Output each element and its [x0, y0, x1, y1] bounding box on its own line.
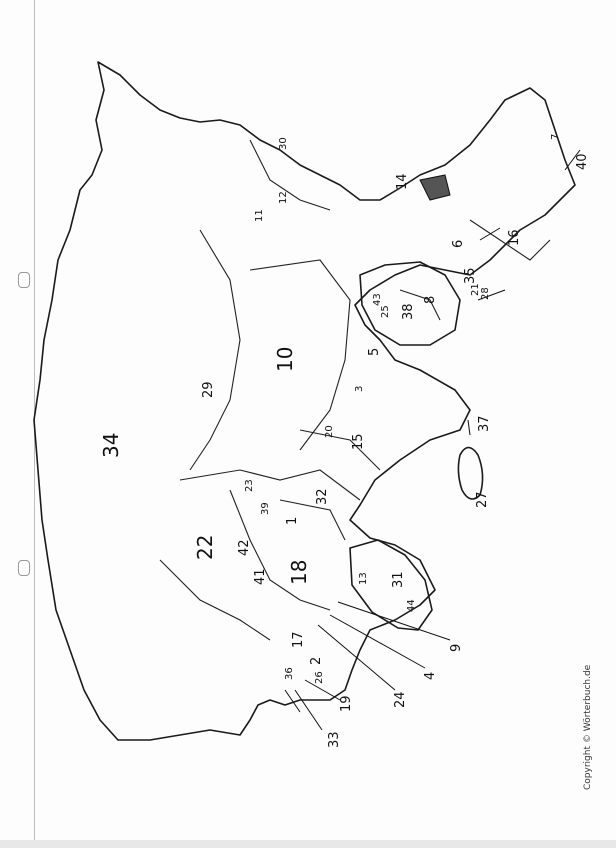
region-label: 1	[285, 516, 300, 525]
country-border	[250, 260, 350, 450]
region-label: 26	[314, 671, 325, 684]
region-label: 44	[406, 599, 417, 612]
region-label: 12	[278, 191, 289, 204]
country-border	[180, 470, 360, 500]
region-label: 14	[395, 173, 410, 190]
region-label: 30	[278, 137, 289, 150]
leader-line	[330, 615, 425, 668]
country-border	[300, 430, 380, 470]
region-label: 32	[315, 488, 330, 505]
region-label: 5	[367, 347, 382, 356]
region-label: 36	[284, 667, 295, 680]
region-label: 31	[391, 571, 406, 588]
region-label: 6	[451, 239, 466, 248]
region-label: 38	[401, 303, 416, 320]
leader-line	[468, 420, 470, 435]
region-label: 10	[273, 346, 297, 372]
region-label: 39	[260, 502, 271, 515]
region-label: 7	[550, 133, 561, 140]
region-label: 24	[393, 691, 408, 708]
region-label: 34	[99, 432, 123, 458]
leader-line	[318, 625, 395, 690]
region-label: 19	[339, 695, 354, 712]
region-label: 18	[287, 559, 311, 585]
region-label: 8	[423, 295, 438, 304]
region-label: 37	[477, 415, 492, 432]
region-label: 3	[354, 385, 365, 392]
country-border	[190, 230, 240, 470]
region-label: 13	[358, 572, 369, 585]
country-border	[250, 140, 330, 210]
coastline-island	[458, 448, 482, 500]
region-label: 40	[575, 153, 590, 170]
copyright-text: Copyright © Wörterbuch.de	[583, 664, 593, 790]
dark-region	[420, 175, 450, 200]
region-label: 22	[193, 534, 217, 560]
region-label: 27	[475, 491, 490, 508]
region-label: 2	[309, 656, 324, 665]
region-label: 42	[237, 539, 252, 556]
region-label: 9	[449, 643, 464, 652]
region-label: 17	[291, 631, 306, 648]
region-label: 15	[351, 433, 366, 450]
region-label: 43	[372, 293, 383, 306]
region-label: 4	[423, 671, 438, 680]
region-label: 33	[327, 731, 342, 748]
region-label: 20	[324, 425, 335, 438]
region-label: 23	[244, 479, 255, 492]
region-label: 16	[507, 229, 522, 246]
region-label: 11	[254, 209, 265, 222]
region-label: 35	[463, 267, 478, 284]
region-label: 41	[253, 568, 268, 585]
region-label: 21	[470, 283, 481, 296]
leader-line	[338, 602, 450, 640]
region-label: 28	[480, 287, 491, 300]
region-label: 29	[201, 381, 216, 398]
region-label: 25	[380, 305, 391, 318]
